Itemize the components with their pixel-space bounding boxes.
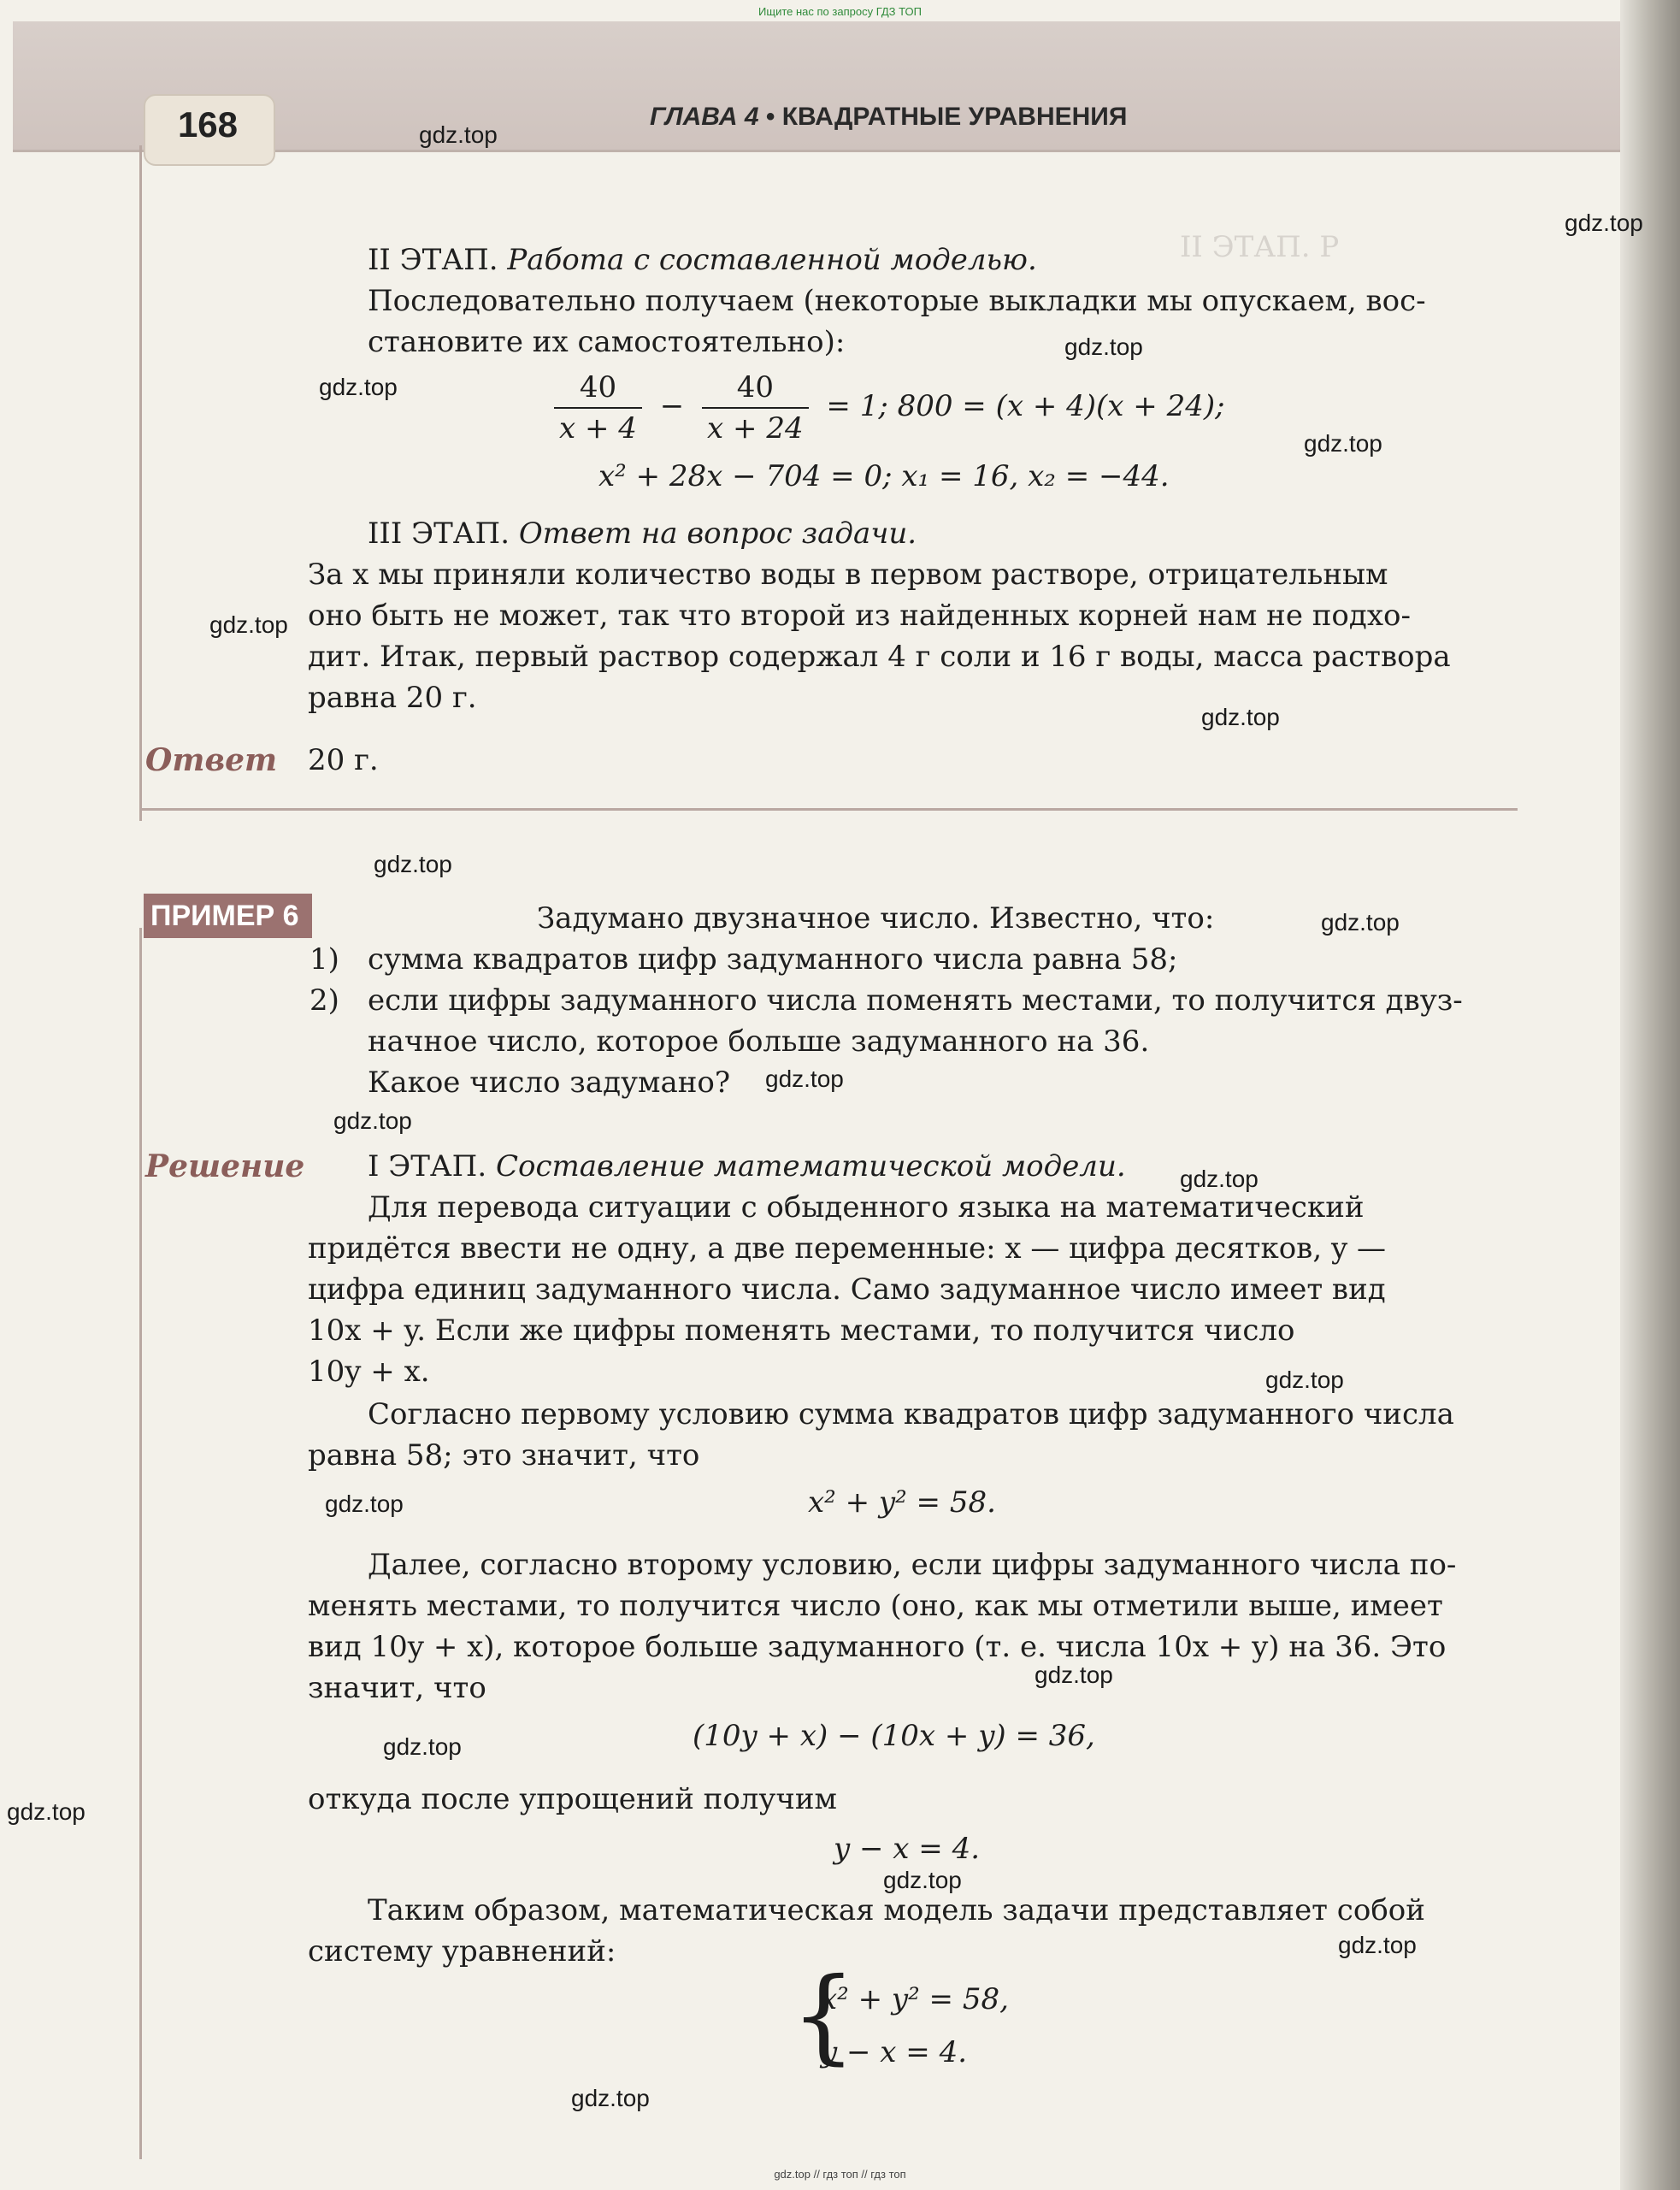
chapter-title: КВАДРАТНЫЕ УРАВНЕНИЯ	[781, 103, 1128, 131]
list-number-1: 1)	[309, 942, 339, 977]
example-question: Какое число задумано?	[368, 1065, 731, 1100]
watermark: gdz.top	[1180, 1166, 1259, 1192]
watermark: gdz.top	[1265, 1367, 1344, 1393]
chapter-bullet: •	[765, 103, 775, 131]
stage2-line1: Последовательно получаем (некоторые выкладки мы опускаем, вос-	[368, 284, 1426, 318]
watermark: gdz.top	[765, 1065, 844, 1092]
equation-sum-squares: x² + y² = 58.	[808, 1485, 996, 1520]
watermark: gdz.top	[319, 374, 398, 400]
watermark: gdz.top	[1338, 1932, 1417, 1958]
stage3-heading: III ЭТАП. Ответ на вопрос задачи.	[368, 517, 917, 551]
solution-stage1-heading: I ЭТАП. Составление математической модели.	[368, 1149, 1126, 1184]
list-item-2: если цифры задуманного числа поменять местами, то получится двуз-	[368, 983, 1463, 1018]
solution-label: Решение	[145, 1148, 305, 1184]
watermark: gdz.top	[1565, 210, 1643, 236]
watermark: gdz.top	[1064, 334, 1143, 360]
watermark: gdz.top	[333, 1107, 412, 1134]
watermark: gdz.top	[1035, 1662, 1113, 1688]
page-edge-shadow	[1620, 0, 1680, 2190]
solution-paragraph-1: Для перевода ситуации с обыденного языка на математический придётся ввести не одну, а две переменные: x — цифра десятков, y — цифра единиц задуманного числа. Само задуманное число имеет вид 10x + y. Если же цифры поменять местами, то получится число 10y + x.	[308, 1190, 1386, 1389]
watermark: gdz.top	[419, 121, 498, 148]
top-note: Ищите нас по запросу ГДЗ ТОП	[758, 5, 922, 18]
system-equation-1: x² + y² = 58,	[821, 1982, 1009, 2016]
list-number-2: 2)	[309, 983, 339, 1018]
watermark: gdz.top	[209, 611, 288, 638]
watermark: gdz.top	[7, 1798, 85, 1825]
system-equation-2: y − x = 4.	[821, 2035, 968, 2069]
solution-paragraph-2: Согласно первому условию сумма квадратов цифр задуманного числа равна 58; это значит, что	[308, 1397, 1454, 1473]
system-brace: {	[791, 1957, 857, 2075]
list-item-1: сумма квадратов цифр задуманного числа равна 58;	[368, 942, 1178, 977]
equation-quadratic: x² + 28x − 704 = 0; x₁ = 16, x₂ = −44.	[598, 459, 1170, 493]
list-item-2-cont: начное число, которое больше задуманного на 36.	[368, 1024, 1150, 1059]
watermark: gdz.top	[1201, 704, 1280, 730]
watermark: gdz.top	[374, 851, 452, 877]
answer-label: Ответ	[145, 742, 278, 778]
fraction-2: $\frac{40}{x + 24}$	[702, 368, 809, 448]
example-label: ПРИМЕР 6	[150, 900, 299, 932]
solution-paragraph-4: откуда после упрощений получим	[308, 1782, 837, 1816]
watermark: gdz.top	[883, 1867, 962, 1893]
bottom-note: gdz.top // гдз топ // гдз топ	[774, 2168, 906, 2181]
solution-paragraph-3: Далее, согласно второму условию, если цифры задуманного числа по- менять местами, то получится число (оно, как мы отметили выше, имеет вид 10y + x), которое больше задуманного (т. е. числа 10x + y) на 36. Это значит, что	[308, 1548, 1457, 1705]
stage2-heading: II ЭТАП. Работа с составленной моделью.	[368, 243, 1037, 277]
example-intro: Задумано двузначное число. Известно, что:	[537, 901, 1215, 936]
solution-paragraph-5: Таким образом, математическая модель задачи представляет собой систему уравнений:	[308, 1893, 1425, 1969]
watermark: gdz.top	[1304, 430, 1382, 457]
chapter-heading	[650, 103, 1127, 132]
watermark: gdz.top	[1321, 909, 1400, 936]
page-number: 168	[177, 104, 239, 145]
section-rule	[139, 928, 142, 2159]
stage3-text: За x мы приняли количество воды в первом растворе, отрицательным оно быть не может, так что второй из найденных корней нам не подхо- дит. Итак, первый раствор содержал 4 г соли и 16 г воды, масса раствора равна 20 г.	[308, 558, 1451, 715]
fraction-1: $\frac{40}{x + 4}$	[554, 368, 642, 448]
equation-difference: y − x = 4.	[834, 1832, 981, 1866]
section-divider	[139, 808, 1518, 811]
watermark: gdz.top	[383, 1733, 462, 1760]
answer-value: 20 г.	[308, 743, 379, 777]
watermark: gdz.top	[325, 1490, 404, 1517]
chapter-label: ГЛАВА 4	[650, 103, 759, 131]
equation-fractions: $\frac{40}{x + 4}$ − $\frac{40}{x + 24}$ = 1; 800 = (x + 4)(x + 24);	[554, 368, 1225, 448]
stage2-line2: становите их самостоятельно):	[368, 325, 846, 359]
equation-digit-swap: (10y + x) − (10x + y) = 36,	[693, 1719, 1095, 1753]
section-rule	[139, 145, 142, 821]
bleed-through: II ЭТАП. Р	[1180, 230, 1340, 264]
watermark: gdz.top	[571, 2085, 650, 2111]
